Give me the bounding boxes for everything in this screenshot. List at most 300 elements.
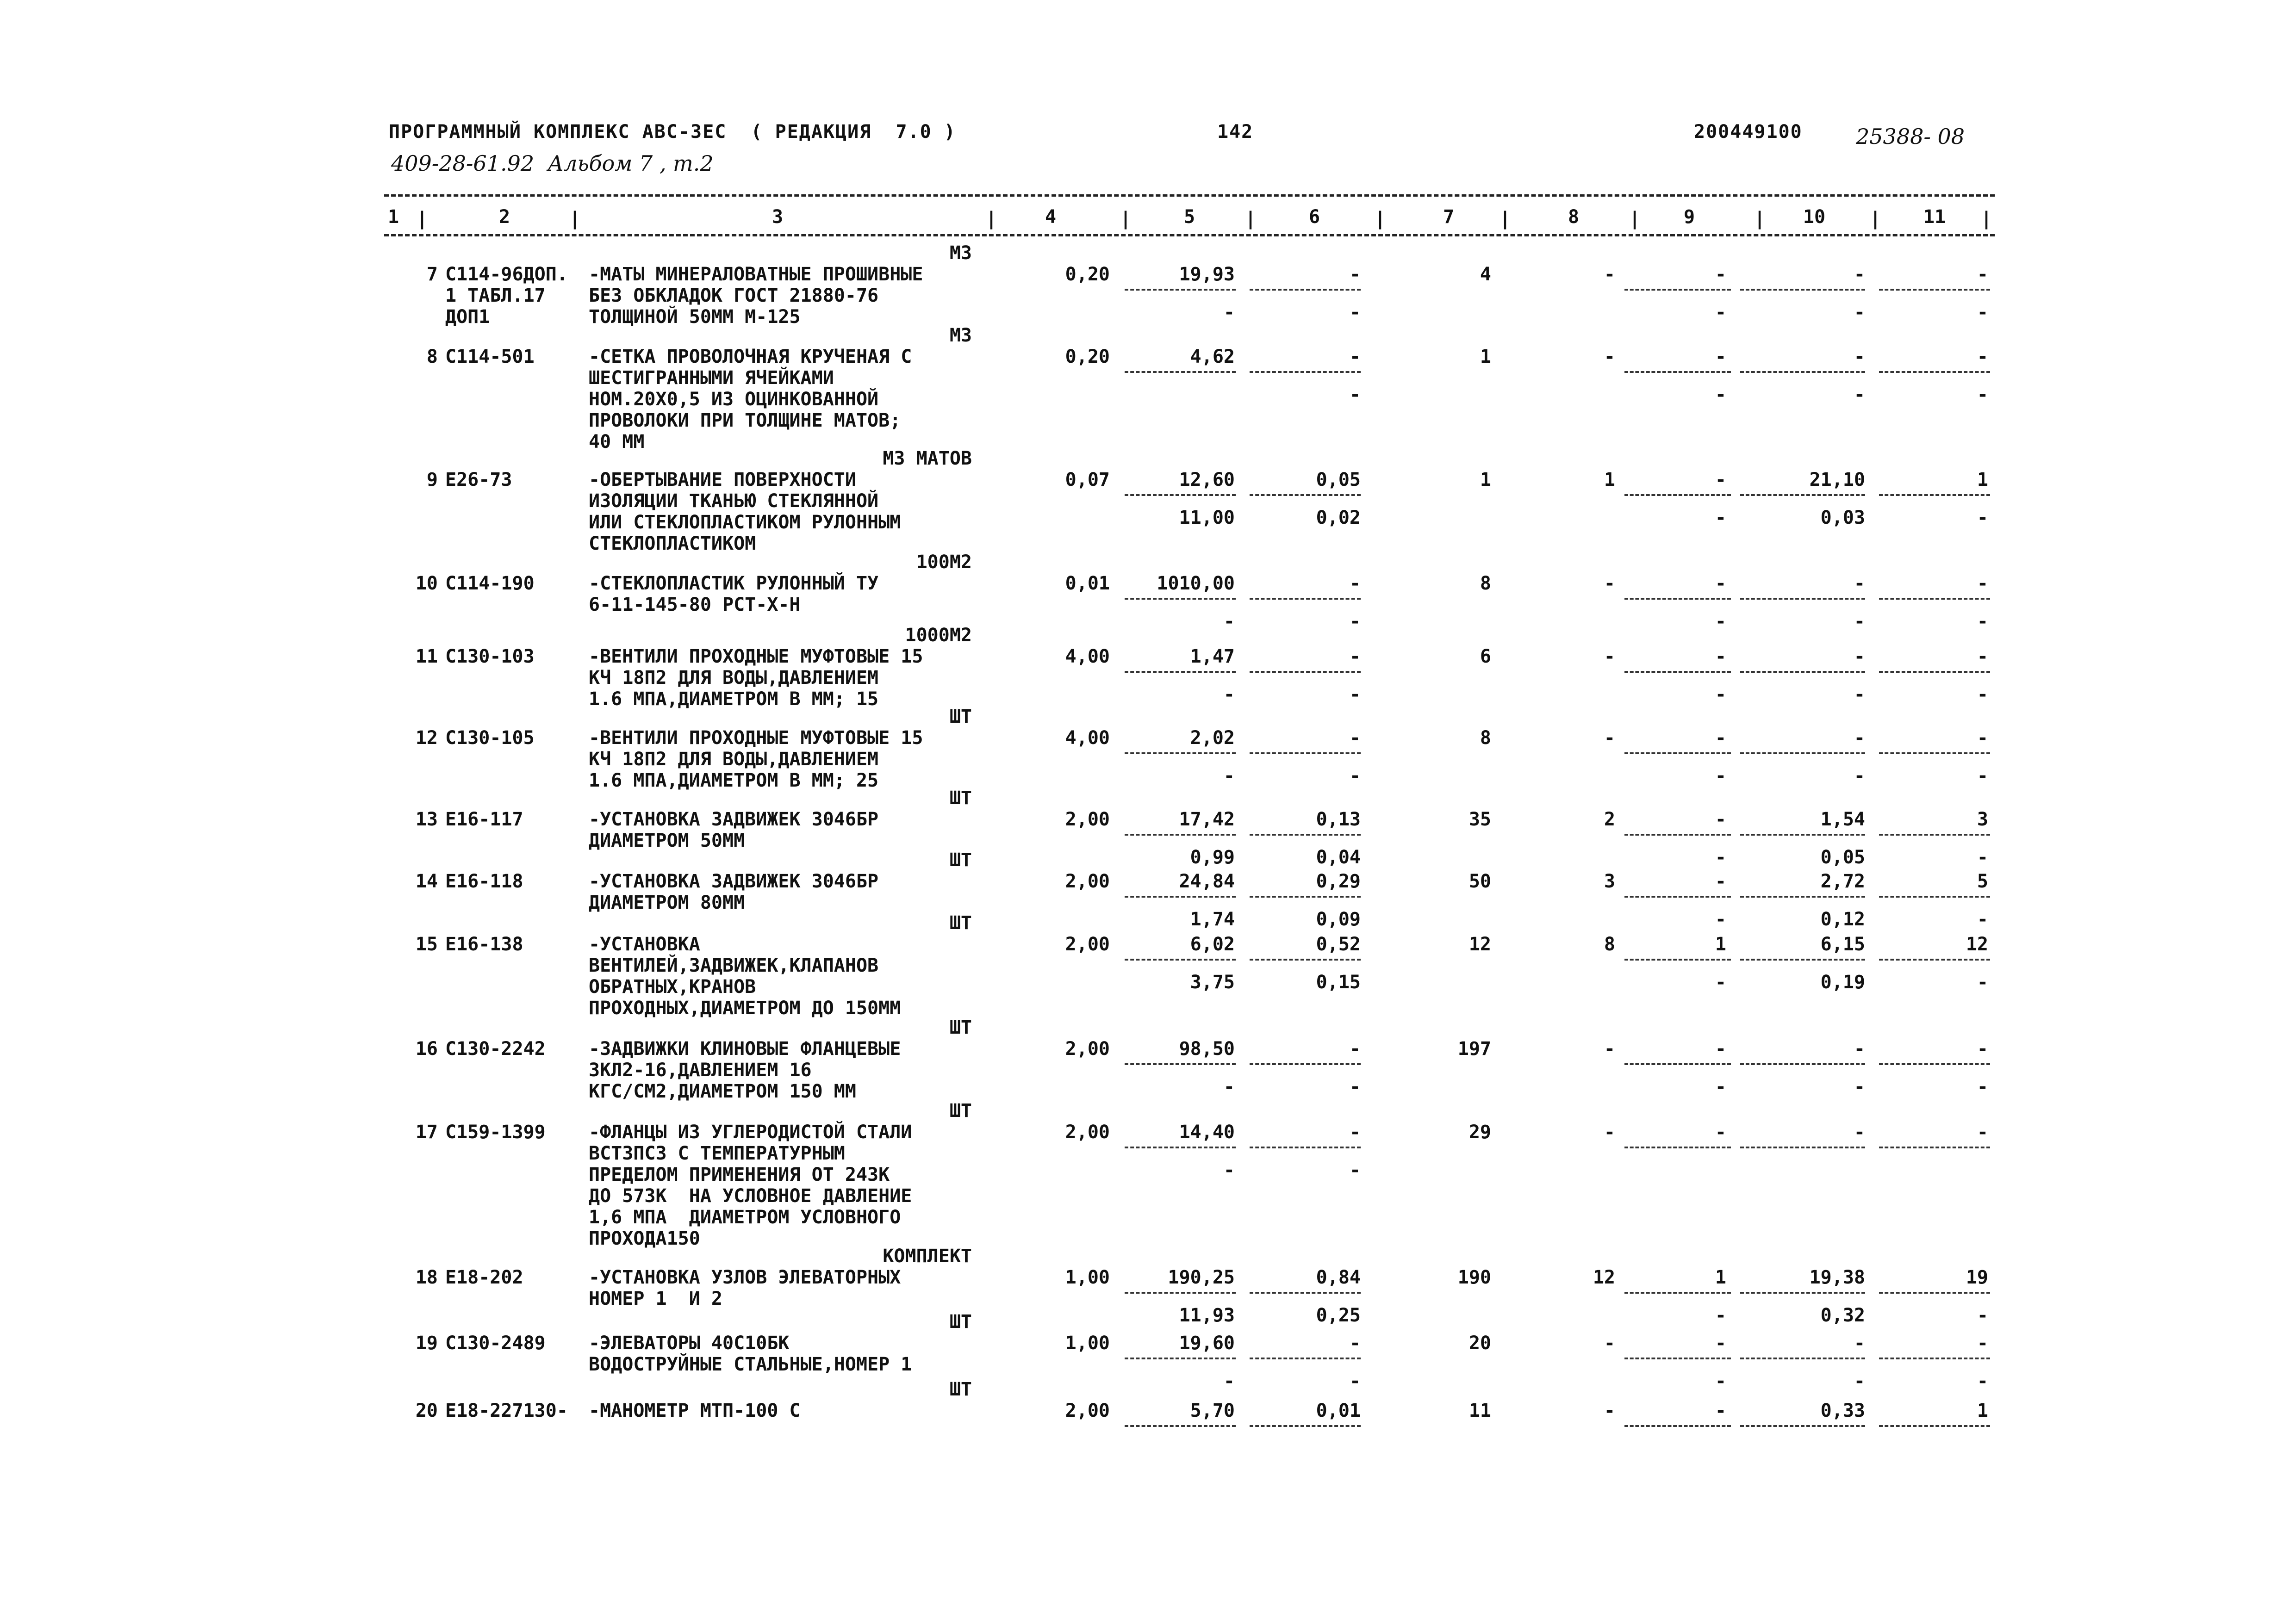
value-c5: 2,02 <box>1190 727 1235 749</box>
column-separator: | <box>1245 208 1257 229</box>
description-line: БЕЗ ОБКЛАДОК ГОСТ 21880-76 <box>589 285 879 306</box>
resource-code: С130-103 <box>445 646 535 667</box>
secondary-c6: - <box>1349 1159 1361 1181</box>
value-c11: 5 <box>1977 871 1988 892</box>
value-c7: 1 <box>1480 346 1491 367</box>
value-c10: - <box>1854 646 1865 667</box>
resource-code: С130-105 <box>445 727 535 749</box>
secondary-c9: - <box>1715 302 1726 323</box>
quantity: 0,01 <box>1065 573 1110 594</box>
description-line: ПРОХОДНЫХ,ДИАМЕТРОМ ДО 150ММ <box>589 998 901 1019</box>
secondary-c11: - <box>1977 972 1988 993</box>
value-c11: - <box>1977 727 1988 749</box>
unit-label: ШТ <box>949 1017 972 1038</box>
secondary-c6: - <box>1349 765 1361 787</box>
secondary-c9: - <box>1715 1076 1726 1097</box>
value-c7: 4 <box>1480 264 1491 285</box>
description-line: ДО 573К НА УСЛОВНОЕ ДАВЛЕНИЕ <box>589 1185 912 1207</box>
description-line: ПРЕДЕЛОМ ПРИМЕНЕНИЯ ОТ 243К <box>589 1164 890 1185</box>
quantity: 2,00 <box>1065 1400 1110 1421</box>
value-c10: 2,72 <box>1820 871 1865 892</box>
resource-code: С114-190 <box>445 573 535 594</box>
dashed-divider <box>1879 494 1990 496</box>
dashed-divider <box>1125 1063 1236 1065</box>
column-separator: | <box>417 208 428 229</box>
value-c5: 98,50 <box>1179 1038 1235 1060</box>
secondary-c5: 1,74 <box>1190 909 1235 930</box>
description-line: -ЭЛЕВАТОРЫ 40С10БК <box>589 1333 790 1354</box>
dashed-divider <box>1250 671 1361 673</box>
dashed-divider <box>1879 1358 1990 1359</box>
quantity: 2,00 <box>1065 934 1110 955</box>
unit-label: 1000М2 <box>905 625 972 646</box>
value-c10: - <box>1854 1038 1865 1060</box>
value-c8: 1 <box>1604 469 1615 490</box>
resource-code: С159-1399 <box>445 1122 546 1143</box>
dashed-divider <box>1250 1147 1361 1148</box>
secondary-c10: - <box>1854 1370 1865 1392</box>
value-c6: - <box>1349 264 1361 285</box>
unit-label: ШТ <box>949 849 972 871</box>
dashed-divider <box>1250 896 1361 898</box>
value-c7: 8 <box>1480 573 1491 594</box>
dashed-divider <box>1250 371 1361 373</box>
column-separator: | <box>1120 208 1132 229</box>
dashed-divider <box>1740 494 1865 496</box>
column-header-10: 10 <box>1803 206 1826 228</box>
value-c7: 6 <box>1480 646 1491 667</box>
resource-code: С114-96ДОП. <box>445 264 568 285</box>
value-c10: 6,15 <box>1820 934 1865 955</box>
secondary-c9: - <box>1715 384 1726 405</box>
row-number: 15 <box>415 934 438 955</box>
description-line: ИЛИ СТЕКЛОПЛАСТИКОМ РУЛОННЫМ <box>589 512 901 533</box>
description-line: СТЕКЛОПЛАСТИКОМ <box>589 533 756 554</box>
value-c9: - <box>1715 264 1726 285</box>
secondary-c6: - <box>1349 384 1361 405</box>
value-c7: 197 <box>1457 1038 1491 1060</box>
resource-code: Е18-227130- <box>445 1400 568 1421</box>
dashed-divider <box>1624 1063 1731 1065</box>
value-c10: 21,10 <box>1809 469 1865 490</box>
document-code: 200449100 <box>1694 121 1803 143</box>
dashed-divider <box>1879 752 1990 754</box>
secondary-c9: - <box>1715 684 1726 705</box>
dashed-divider <box>1879 598 1990 600</box>
column-header-2: 2 <box>498 206 510 228</box>
dashed-divider <box>1125 896 1236 898</box>
column-separator: | <box>1375 208 1386 229</box>
dashed-divider <box>1624 959 1731 961</box>
value-c6: - <box>1349 1122 1361 1143</box>
value-c10: - <box>1854 1122 1865 1143</box>
value-c7: 12 <box>1468 934 1491 955</box>
value-c7: 35 <box>1468 809 1491 830</box>
row-number: 13 <box>415 809 438 830</box>
resource-code: С130-2489 <box>445 1333 546 1354</box>
quantity: 0,20 <box>1065 264 1110 285</box>
description-line: ЗКЛ2-16,ДАВЛЕНИЕМ 16 <box>589 1060 812 1081</box>
secondary-c11: - <box>1977 1076 1988 1097</box>
dashed-divider <box>1740 834 1865 836</box>
secondary-c10: 0,03 <box>1820 507 1865 528</box>
value-c8: - <box>1604 1038 1615 1060</box>
value-c5: 1010,00 <box>1157 573 1235 594</box>
value-c6: - <box>1349 646 1361 667</box>
value-c6: - <box>1349 346 1361 367</box>
unit-label: ШТ <box>949 912 972 934</box>
dashed-divider <box>1740 752 1865 754</box>
dashed-divider <box>1624 896 1731 898</box>
description-line: -ОБЕРТЫВАНИЕ ПОВЕРХНОСТИ <box>589 469 856 490</box>
value-c9: - <box>1715 1038 1726 1060</box>
handwritten-album-note: 409-28-61.92 Альбом 7 , т.2 <box>391 151 714 176</box>
value-c9: - <box>1715 1122 1726 1143</box>
value-c9: - <box>1715 646 1726 667</box>
description-line: ШЕСТИГРАННЫМИ ЯЧЕЙКАМИ <box>589 367 834 389</box>
value-c9: 1 <box>1715 934 1726 955</box>
value-c8: 3 <box>1604 871 1615 892</box>
secondary-c6: 0,25 <box>1316 1305 1361 1326</box>
secondary-c6: - <box>1349 611 1361 632</box>
column-separator: | <box>569 208 581 229</box>
value-c9: 1 <box>1715 1267 1726 1288</box>
dashed-divider <box>1879 834 1990 836</box>
value-c9: - <box>1715 346 1726 367</box>
resource-code: Е18-202 <box>445 1267 523 1288</box>
value-c7: 50 <box>1468 871 1491 892</box>
dashed-divider <box>1125 671 1236 673</box>
dashed-divider <box>1740 1425 1865 1427</box>
value-c9: - <box>1715 871 1726 892</box>
unit-label: ШТ <box>949 1379 972 1400</box>
value-c11: - <box>1977 1038 1988 1060</box>
quantity: 4,00 <box>1065 646 1110 667</box>
value-c7: 190 <box>1457 1267 1491 1288</box>
unit-label: М3 МАТОВ <box>883 448 972 469</box>
dashed-divider <box>1740 289 1865 291</box>
value-c9: - <box>1715 573 1726 594</box>
description-line: НОМ.20Х0,5 ИЗ ОЦИНКОВАННОЙ <box>589 389 879 410</box>
description-line: ОБРАТНЫХ,КРАНОВ <box>589 976 756 998</box>
value-c6: 0,52 <box>1316 934 1361 955</box>
column-header-4: 4 <box>1045 206 1057 228</box>
dashed-divider <box>1740 1147 1865 1148</box>
dashed-divider <box>1624 752 1731 754</box>
value-c11: - <box>1977 1122 1988 1143</box>
column-separator: | <box>1500 208 1511 229</box>
unit-label: ШТ <box>949 787 972 809</box>
dashed-divider <box>1624 1292 1731 1294</box>
secondary-c9: - <box>1715 909 1726 930</box>
dashed-divider <box>1624 371 1731 373</box>
secondary-c11: - <box>1977 765 1988 787</box>
column-separator: | <box>1754 208 1766 229</box>
value-c11: - <box>1977 1333 1988 1354</box>
secondary-c6: - <box>1349 1370 1361 1392</box>
secondary-c6: - <box>1349 302 1361 323</box>
secondary-c5: - <box>1223 302 1235 323</box>
secondary-c11: - <box>1977 909 1988 930</box>
value-c10: 19,38 <box>1809 1267 1865 1288</box>
value-c11: 3 <box>1977 809 1988 830</box>
quantity: 2,00 <box>1065 1122 1110 1143</box>
dashed-divider <box>1879 1147 1990 1148</box>
description-line: -ЗАДВИЖКИ КЛИНОВЫЕ ФЛАНЦЕВЫЕ <box>589 1038 901 1060</box>
dashed-divider <box>1250 1063 1361 1065</box>
dashed-divider <box>1740 598 1865 600</box>
quantity: 0,07 <box>1065 469 1110 490</box>
secondary-c5: 0,99 <box>1190 847 1235 868</box>
secondary-c6: 0,15 <box>1316 972 1361 993</box>
value-c7: 20 <box>1468 1333 1491 1354</box>
secondary-c6: 0,09 <box>1316 909 1361 930</box>
value-c7: 29 <box>1468 1122 1491 1143</box>
value-c9: - <box>1715 1333 1726 1354</box>
secondary-c5: - <box>1223 684 1235 705</box>
secondary-c10: - <box>1854 384 1865 405</box>
row-number: 16 <box>415 1038 438 1060</box>
value-c8: - <box>1604 1333 1615 1354</box>
secondary-c10: - <box>1854 684 1865 705</box>
value-c5: 19,93 <box>1179 264 1235 285</box>
value-c6: 0,84 <box>1316 1267 1361 1288</box>
dashed-divider <box>1125 834 1236 836</box>
page-number: 142 <box>1217 121 1254 143</box>
column-separator: | <box>1629 208 1641 229</box>
value-c7: 8 <box>1480 727 1491 749</box>
description-line: -УСТАНОВКА УЗЛОВ ЭЛЕВАТОРНЫХ <box>589 1267 901 1288</box>
unit-label: 100М2 <box>916 552 972 573</box>
value-c9: - <box>1715 727 1726 749</box>
dashed-divider <box>1624 494 1731 496</box>
value-c10: - <box>1854 1333 1865 1354</box>
quantity: 1,00 <box>1065 1267 1110 1288</box>
quantity: 4,00 <box>1065 727 1110 749</box>
dashed-divider <box>1250 959 1361 961</box>
unit-label: ШТ <box>949 1311 972 1333</box>
dashed-divider <box>1879 671 1990 673</box>
quantity: 0,20 <box>1065 346 1110 367</box>
secondary-c9: - <box>1715 765 1726 787</box>
secondary-c9: - <box>1715 1370 1726 1392</box>
dashed-divider <box>1624 1147 1731 1148</box>
secondary-c11: - <box>1977 302 1988 323</box>
description-line: ИЗОЛЯЦИИ ТКАНЬЮ СТЕКЛЯННОЙ <box>589 490 879 512</box>
secondary-c11: - <box>1977 611 1988 632</box>
resource-code: С114-501 <box>445 346 535 367</box>
secondary-c10: - <box>1854 302 1865 323</box>
dashed-divider <box>1740 1358 1865 1359</box>
value-c5: 24,84 <box>1179 871 1235 892</box>
value-c8: 12 <box>1593 1267 1615 1288</box>
description-line: -МАНОМЕТР МТП-100 С <box>589 1400 801 1421</box>
secondary-c11: - <box>1977 847 1988 868</box>
column-separator: | <box>1870 208 1881 229</box>
value-c11: 19 <box>1966 1267 1988 1288</box>
row-number: 19 <box>415 1333 438 1354</box>
secondary-c5: 11,93 <box>1179 1305 1235 1326</box>
unit-label: М3 <box>949 242 972 264</box>
column-separator: | <box>1981 208 1992 229</box>
secondary-c10: 0,12 <box>1820 909 1865 930</box>
description-line: ВСТ3ПС3 С ТЕМПЕРАТУРНЫМ <box>589 1143 845 1164</box>
value-c6: - <box>1349 1038 1361 1060</box>
column-header-11: 11 <box>1923 206 1946 228</box>
dashed-divider <box>1250 494 1361 496</box>
secondary-c5: 3,75 <box>1190 972 1235 993</box>
value-c6: - <box>1349 727 1361 749</box>
description-line: КГС/СМ2,ДИАМЕТРОМ 150 ММ <box>589 1081 856 1102</box>
handwritten-doc-number: 25388- 08 <box>1856 124 1965 149</box>
resource-code: Е26-73 <box>445 469 512 490</box>
column-header-3: 3 <box>772 206 784 228</box>
value-c9: - <box>1715 469 1726 490</box>
quantity: 1,00 <box>1065 1333 1110 1354</box>
value-c6: - <box>1349 573 1361 594</box>
quantity: 2,00 <box>1065 809 1110 830</box>
dashed-divider <box>1879 1292 1990 1294</box>
description-line: ВЕНТИЛЕЙ,ЗАДВИЖЕК,КЛАПАНОВ <box>589 955 879 976</box>
dashed-divider <box>1624 289 1731 291</box>
description-line: ДИАМЕТРОМ 50ММ <box>589 830 745 851</box>
dashed-divider <box>1740 959 1865 961</box>
row-number: 18 <box>415 1267 438 1288</box>
value-c10: - <box>1854 727 1865 749</box>
value-c8: - <box>1604 1400 1615 1421</box>
row-number: 12 <box>415 727 438 749</box>
column-header-6: 6 <box>1308 206 1320 228</box>
value-c8: - <box>1604 1122 1615 1143</box>
description-line: 1,6 МПА ДИАМЕТРОМ УСЛОВНОГО <box>589 1207 901 1228</box>
value-c6: 0,29 <box>1316 871 1361 892</box>
secondary-c5: - <box>1223 1076 1235 1097</box>
dashed-divider <box>1879 1425 1990 1427</box>
description-line: -ВЕНТИЛИ ПРОХОДНЫЕ МУФТОВЫЕ 15 <box>589 727 923 749</box>
description-line: -ФЛАНЦЫ ИЗ УГЛЕРОДИСТОЙ СТАЛИ <box>589 1122 912 1143</box>
secondary-c6: - <box>1349 1076 1361 1097</box>
secondary-c9: - <box>1715 611 1726 632</box>
resource-code-extra: ДОП1 <box>445 306 490 328</box>
secondary-c9: - <box>1715 507 1726 528</box>
value-c10: 1,54 <box>1820 809 1865 830</box>
description-line: 1.6 МПА,ДИАМЕТРОМ В ММ; 15 <box>589 688 879 710</box>
dashed-divider <box>1879 959 1990 961</box>
row-number: 7 <box>426 264 438 285</box>
description-line: -СТЕКЛОПЛАСТИК РУЛОННЫЙ ТУ <box>589 573 879 594</box>
value-c9: - <box>1715 1400 1726 1421</box>
description-line: 1.6 МПА,ДИАМЕТРОМ В ММ; 25 <box>589 770 879 791</box>
program-title: ПРОГРАММНЫЙ КОМПЛЕКС АВС-3ЕС ( РЕДАКЦИЯ 7.0 ) <box>389 121 956 143</box>
value-c6: - <box>1349 1333 1361 1354</box>
secondary-c10: - <box>1854 611 1865 632</box>
dashed-divider <box>1250 289 1361 291</box>
secondary-c11: - <box>1977 384 1988 405</box>
value-c5: 14,40 <box>1179 1122 1235 1143</box>
description-line: КЧ 18П2 ДЛЯ ВОДЫ,ДАВЛЕНИЕМ <box>589 667 879 688</box>
dashed-divider <box>1125 1292 1236 1294</box>
dashed-divider <box>1125 494 1236 496</box>
value-c8: - <box>1604 573 1615 594</box>
secondary-c5: - <box>1223 1370 1235 1392</box>
row-number: 20 <box>415 1400 438 1421</box>
description-line: -МАТЫ МИНЕРАЛОВАТНЫЕ ПРОШИВНЫЕ <box>589 264 923 285</box>
description-line: -УСТАНОВКА <box>589 934 700 955</box>
secondary-c6: - <box>1349 684 1361 705</box>
dashed-divider <box>1740 1063 1865 1065</box>
value-c11: - <box>1977 573 1988 594</box>
dashed-divider <box>1624 671 1731 673</box>
column-header-1: 1 <box>387 206 399 228</box>
value-c6: 0,13 <box>1316 809 1361 830</box>
column-header-8: 8 <box>1568 206 1580 228</box>
dashed-divider <box>1250 752 1361 754</box>
row-number: 14 <box>415 871 438 892</box>
dashed-divider <box>1250 598 1361 600</box>
secondary-c10: 0,19 <box>1820 972 1865 993</box>
value-c5: 19,60 <box>1179 1333 1235 1354</box>
value-c5: 6,02 <box>1190 934 1235 955</box>
description-line: -УСТАНОВКА ЗАДВИЖЕК 3046БР <box>589 871 879 892</box>
value-c10: - <box>1854 573 1865 594</box>
secondary-c9: - <box>1715 972 1726 993</box>
unit-label: ШТ <box>949 706 972 727</box>
dashed-divider <box>1125 1358 1236 1359</box>
value-c5: 17,42 <box>1179 809 1235 830</box>
resource-code: Е16-117 <box>445 809 523 830</box>
unit-label: ШТ <box>949 1100 972 1122</box>
description-line: ВОДОСТРУЙНЫЕ СТАЛЬНЫЕ,НОМЕР 1 <box>589 1354 912 1375</box>
value-c6: 0,05 <box>1316 469 1361 490</box>
secondary-c11: - <box>1977 1305 1988 1326</box>
value-c8: - <box>1604 264 1615 285</box>
value-c5: 1,47 <box>1190 646 1235 667</box>
value-c7: 11 <box>1468 1400 1491 1421</box>
value-c9: - <box>1715 809 1726 830</box>
dashed-divider <box>1250 1425 1361 1427</box>
description-line: НОМЕР 1 И 2 <box>589 1288 722 1309</box>
row-number: 10 <box>415 573 438 594</box>
resource-code: Е16-138 <box>445 934 523 955</box>
secondary-c5: - <box>1223 611 1235 632</box>
description-line: -УСТАНОВКА ЗАДВИЖЕК 3046БР <box>589 809 879 830</box>
column-header-7: 7 <box>1443 206 1455 228</box>
dashed-divider <box>1740 371 1865 373</box>
dashed-divider <box>1879 896 1990 898</box>
value-c11: - <box>1977 264 1988 285</box>
dashed-divider <box>1879 371 1990 373</box>
dashed-divider <box>1624 598 1731 600</box>
value-c11: - <box>1977 346 1988 367</box>
dashed-divider <box>1125 598 1236 600</box>
secondary-c5: 11,00 <box>1179 507 1235 528</box>
value-c5: 12,60 <box>1179 469 1235 490</box>
row-number: 17 <box>415 1122 438 1143</box>
secondary-c11: - <box>1977 1370 1988 1392</box>
description-line: ТОЛЩИНОЙ 50ММ М-125 <box>589 306 801 328</box>
description-line: ПРОХОДА150 <box>589 1228 700 1249</box>
unit-label: М3 <box>949 325 972 346</box>
dashed-divider <box>1125 959 1236 961</box>
value-c8: 8 <box>1604 934 1615 955</box>
value-c8: - <box>1604 727 1615 749</box>
column-header-5: 5 <box>1183 206 1195 228</box>
dashed-divider <box>1250 834 1361 836</box>
resource-code: Е16-118 <box>445 871 523 892</box>
dashed-divider <box>1125 371 1236 373</box>
dashed-divider <box>1125 289 1236 291</box>
value-c11: 1 <box>1977 1400 1988 1421</box>
